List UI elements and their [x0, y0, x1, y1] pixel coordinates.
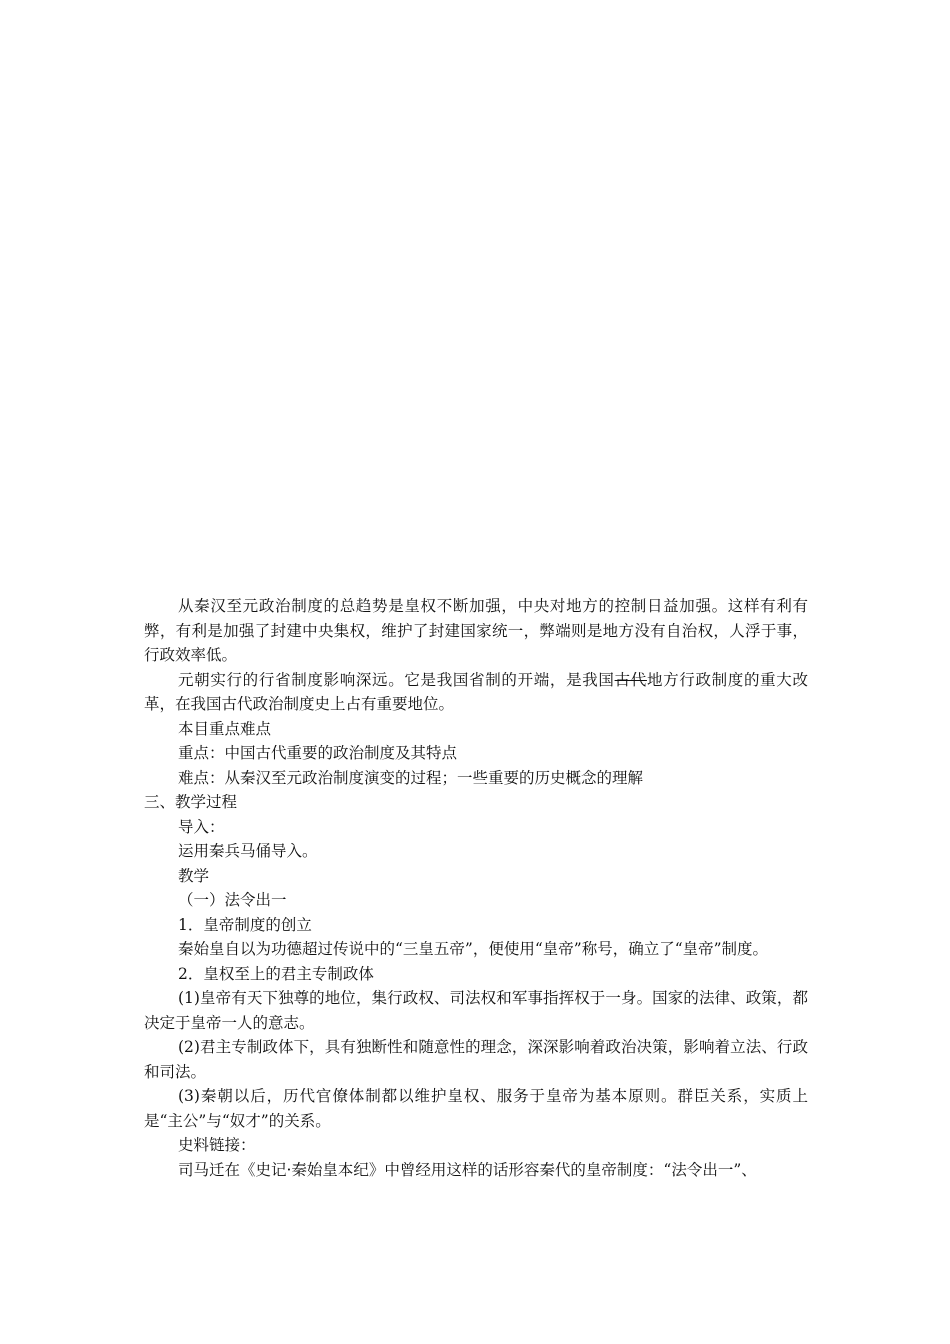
body-text [144, 594, 808, 1182]
item-heading-1: 1．皇帝制度的创立 [178, 915, 312, 934]
source-link-label: 史料链接： [178, 1136, 256, 1154]
key-point: 重点：中国古代重要的政治制度及其特点 [178, 744, 458, 762]
paragraph-province-system [144, 668, 808, 717]
struck-text: 古代 [614, 670, 647, 689]
subsection-heading-1: （一）法令出一 [178, 891, 287, 909]
province-text-end: 地方行政制度的重大改革，在我国古代政治制度史上占有重要地位。 [144, 670, 808, 713]
point-2: (2)君主专制政体下，具有独断性和随意性的理念，深深影响着政治决策，影响着立法、行政和司法。 [144, 1038, 808, 1081]
teaching-label: 教学 [178, 866, 210, 885]
intro-label: 导入： [178, 817, 225, 836]
province-text-start: 元朝实行的行省制度影响深远。它是我国省制的开端，是我国 [178, 670, 615, 689]
paragraph-trend: 从秦汉至元政治制度的总趋势是皇权不断加强，中央对地方的控制日益加强。这样有利有弊，有利是加强了封建中央集权，维护了封建国家统一，弊端则是地方没有自治权，人浮于事，行政效率低。 [144, 597, 808, 664]
emperor-system-text: 秦始皇自以为功德超过传说中的“三皇五帝”，便使用“皇帝”称号，确立了“皇帝”制度。 [178, 940, 769, 958]
difficult-point: 难点：从秦汉至元政治制度演变的过程；一些重要的历史概念的理解 [178, 768, 644, 787]
source-quote: 司马迁在《史记·秦始皇本纪》中曾经用这样的话形容秦代的皇帝制度：“法令出一”、 [178, 1160, 757, 1179]
point-1: (1)皇帝有天下独尊的地位，集行政权、司法权和军事指挥权于一身。国家的法律、政策，都决定于皇帝一人的意志。 [144, 989, 808, 1032]
intro-text: 运用秦兵马俑导入。 [178, 842, 318, 860]
item-heading-2: 2．皇权至上的君主专制政体 [178, 964, 374, 983]
section-heading-teaching-process: 三、教学过程 [144, 793, 238, 811]
point-3: (3)秦朝以后，历代官僚体制都以维护皇权、服务于皇帝为基本原则。群臣关系，实质上是“主公”与“奴才”的关系。 [144, 1087, 808, 1130]
section-heading-key-points: 本目重点难点 [178, 719, 272, 738]
